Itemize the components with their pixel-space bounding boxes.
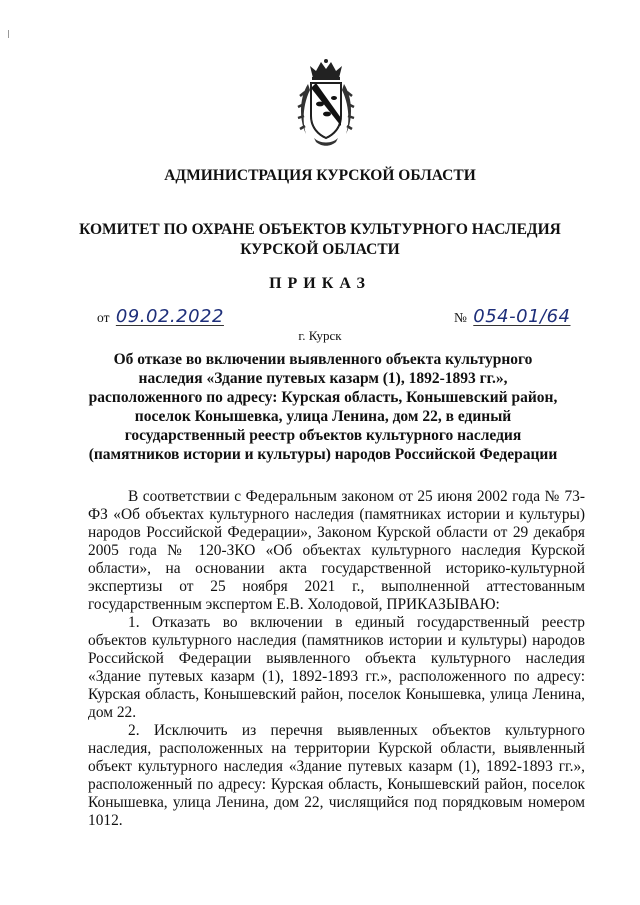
order-number-value: 054-01/64 — [473, 306, 571, 327]
order-subject: Об отказе во включении выявленного объекта культурного наследия «Здание путевых казарм (1), 1892-1893 гг.», расположенного по адресу: Курская область, Конышевский район, поселок Конышевка, улица Ленина, дом 22, в единый государственный реестр объектов культурного наследия (памятников истории и культуры) народов Российской Федерации — [88, 351, 558, 463]
order-number-prefix: № — [454, 310, 467, 325]
kursk-coat-of-arms-icon — [296, 58, 356, 154]
administration-heading: АДМИНИСТРАЦИЯ КУРСКОЙ ОБЛАСТИ — [164, 167, 476, 184]
order-body — [88, 488, 585, 830]
committee-heading-line1: КОМИТЕТ ПО ОХРАНЕ ОБЪЕКТОВ КУЛЬТУРНОГО НАСЛЕДИЯ — [79, 221, 561, 238]
committee-heading — [0, 220, 640, 260]
order-date-prefix: от — [97, 310, 110, 325]
item-1-paragraph: 1. Отказать во включении в единый государственный реестр объектов культурного наследия (памятников истории и культуры) народов Российской Федерации выявленного объекта культурного наследия «Здание путевых казарм (1), 1892-1893 гг.», расположенного по адресу: Курская область, Конышевский район, поселок Конышевка, улица Ленина, дом 22. — [88, 614, 585, 721]
order-title: ПРИКАЗ — [269, 275, 371, 292]
committee-heading-line2: КУРСКОЙ ОБЛАСТИ — [240, 241, 400, 258]
order-city: г. Курск — [298, 328, 342, 343]
order-date — [97, 306, 224, 327]
item-2-paragraph: 2. Исключить из перечня выявленных объектов культурного наследия, расположенных на территории Курской области, выявленный объект культурного наследия «Здание путевых казарм (1), 1892-1893 гг.», расположенный по адресу: Курская область, Конышевский район, поселок Конышевка, улица Ленина, дом 22, числящийся под порядковым номером 1012. — [88, 722, 585, 829]
scan-mark — [8, 30, 9, 38]
preamble-paragraph: В соответствии с Федеральным законом от 25 июня 2002 года № 73-ФЗ «Об объектах культурного наследия (памятниках истории и культуры) народов Российской Федерации», Законом Курской области от 29 декабря 2005 года № 120-ЗКО «Об объектах культурного наследия Курской области», на основании акта государственной историко-культурной экспертизы от 25 ноября 2021 г., выполненной аттестованным государственным экспертом Е.В. Холодовой, ПРИКАЗЫВАЮ: — [88, 488, 585, 613]
order-number — [454, 306, 571, 327]
order-date-value: 09.02.2022 — [115, 306, 224, 327]
